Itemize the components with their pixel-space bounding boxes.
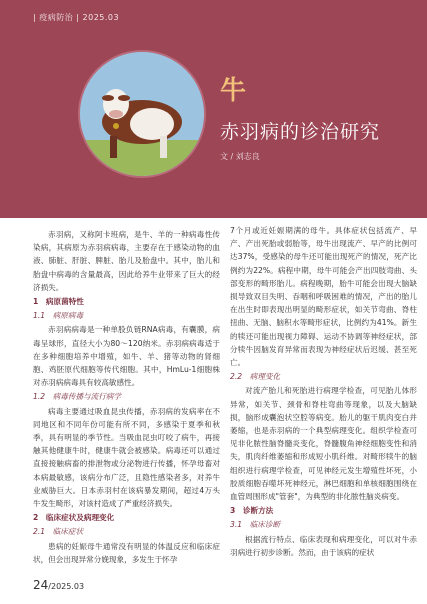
section-heading: 2 临床症状及病理变化 <box>33 513 115 523</box>
issue-label: /2025.03 <box>48 582 85 591</box>
right-column <box>230 224 417 559</box>
cow-photo <box>78 50 206 178</box>
paragraph: 赤羽病病毒是一种单股负链RNA病毒，有囊膜，病毒呈球形，直径大小为80～120纳米。赤羽病病毒适于在多种细胞培养中增殖，如牛、羊、猪等动物的肾细胞、鸡胚原代细胞等传代细胞。其中，HmLu-1细胞株对赤羽病病毒具有较高敏感性。 <box>33 325 220 388</box>
left-column <box>33 228 220 566</box>
running-title: | 疫病防治 | 2025.03 <box>33 13 120 22</box>
paragraph: 7个月或近妊娠期满的母牛。具体症状包括流产、早产、产出死胎或弱胎等，母牛出现流产、早产的比例可达37%，受感染的母牛还可能出现死产的情况，死产比例约为22%。病程中期，母牛可能会产出四肢弯曲、头部变形的畸形胎儿。病程晚期，胎牛可能会出现大脑缺损导致双目失明、吞咽和呼吸困难的情况，产出的胎儿在出生时即表现出明显的畸形症状，如关节弯曲、脊柱扭曲、无脑、脑积水等畸形症状，比例约为41%。新生的犊还可能出现视力障碍、运动不协调等神经症状，部分犊牛因脑发育异常而表现为神经症状后迟缓、甚至死亡。 <box>230 226 417 368</box>
subsection-heading: 2.1 临床症状 <box>33 527 84 537</box>
page-number: 24 <box>33 578 49 592</box>
subsection-heading: 2.2 病理变化 <box>230 372 281 382</box>
section-heading: 1 病原菌特性 <box>33 297 84 307</box>
paragraph: 根据流行特点、临床表现和病理变化，可以对牛赤羽病进行初步诊断。然而，由于该病的症状 <box>230 534 417 557</box>
subsection-heading: 1.2 病毒传播与流行病学 <box>33 392 122 402</box>
paragraph: 病毒主要通过吸血昆虫传播，赤羽病的发病率在不同地区和不同年份可能有所不同，多感染于夏季和秋季，具有明显的季节性。当吸血昆虫叮咬了病牛，再接触其他健康牛时，健康牛就会被感染。病毒还可以通过直接接触病畜的排泄物或分泌物进行传播，怀孕母畜对本病最敏感，该病分布广泛，且隐性感染者多，对养牛业威胁巨大。日本赤羽村在该病暴发期间，超过4万头牛发生畸形，对该村造成了严重经济损失。 <box>33 406 220 509</box>
subsection-heading: 1.1 病原病毒 <box>33 311 84 321</box>
article-author: 文 / 刘志良 <box>220 152 260 161</box>
cow-illustration <box>80 52 204 176</box>
paragraph: 患病的妊娠母牛通常没有明显的体温反应和临床症状，但会出现异常分娩现象，多发生于怀孕 <box>33 541 220 564</box>
article-title: 赤羽病的诊治研究 <box>220 121 381 143</box>
section-heading: 3 诊断方法 <box>230 506 274 516</box>
page-footer <box>33 578 84 592</box>
hero-category-char: 牛 <box>220 76 247 106</box>
subsection-heading: 3.1 临床诊断 <box>230 520 281 530</box>
paragraph: 对流产胎儿和死胎进行病理学检查，可见胎儿体形异常，如关节、颈骨和脊柱弯曲等现象，以及大脑缺损，脑形成囊泡状空腔等病变。胎儿的躯干肌肉变白并萎缩，也是赤羽病的一个典型病理变化。组织学检查可见非化脓性脑脊髓炎变化，脊髓腹角神经细胞变性和消失，肌肉纤维萎缩和形成短小肌纤维。对畸形犊牛的脑组织进行病理学检查，可见神经元发生增殖性坏死，小胶质细胞吞噬坏死神经元，淋巴细胞和单核细胞围绕在血管周围形成"管套"，为典型的非化脓性脑炎病变。 <box>230 386 417 502</box>
hero-banner <box>0 0 427 218</box>
paragraph: 赤羽病，又称阿卡班病，是牛、羊的一种病毒性传染病，其病原为赤羽病病毒，主要存在于感染动物的血液、肺脏、肝脏、脾脏、胎儿及胎盘中。其中，胎儿和胎盘中病毒的含量最高，因此给养牛业带来了巨大的经济损失。 <box>33 230 220 292</box>
